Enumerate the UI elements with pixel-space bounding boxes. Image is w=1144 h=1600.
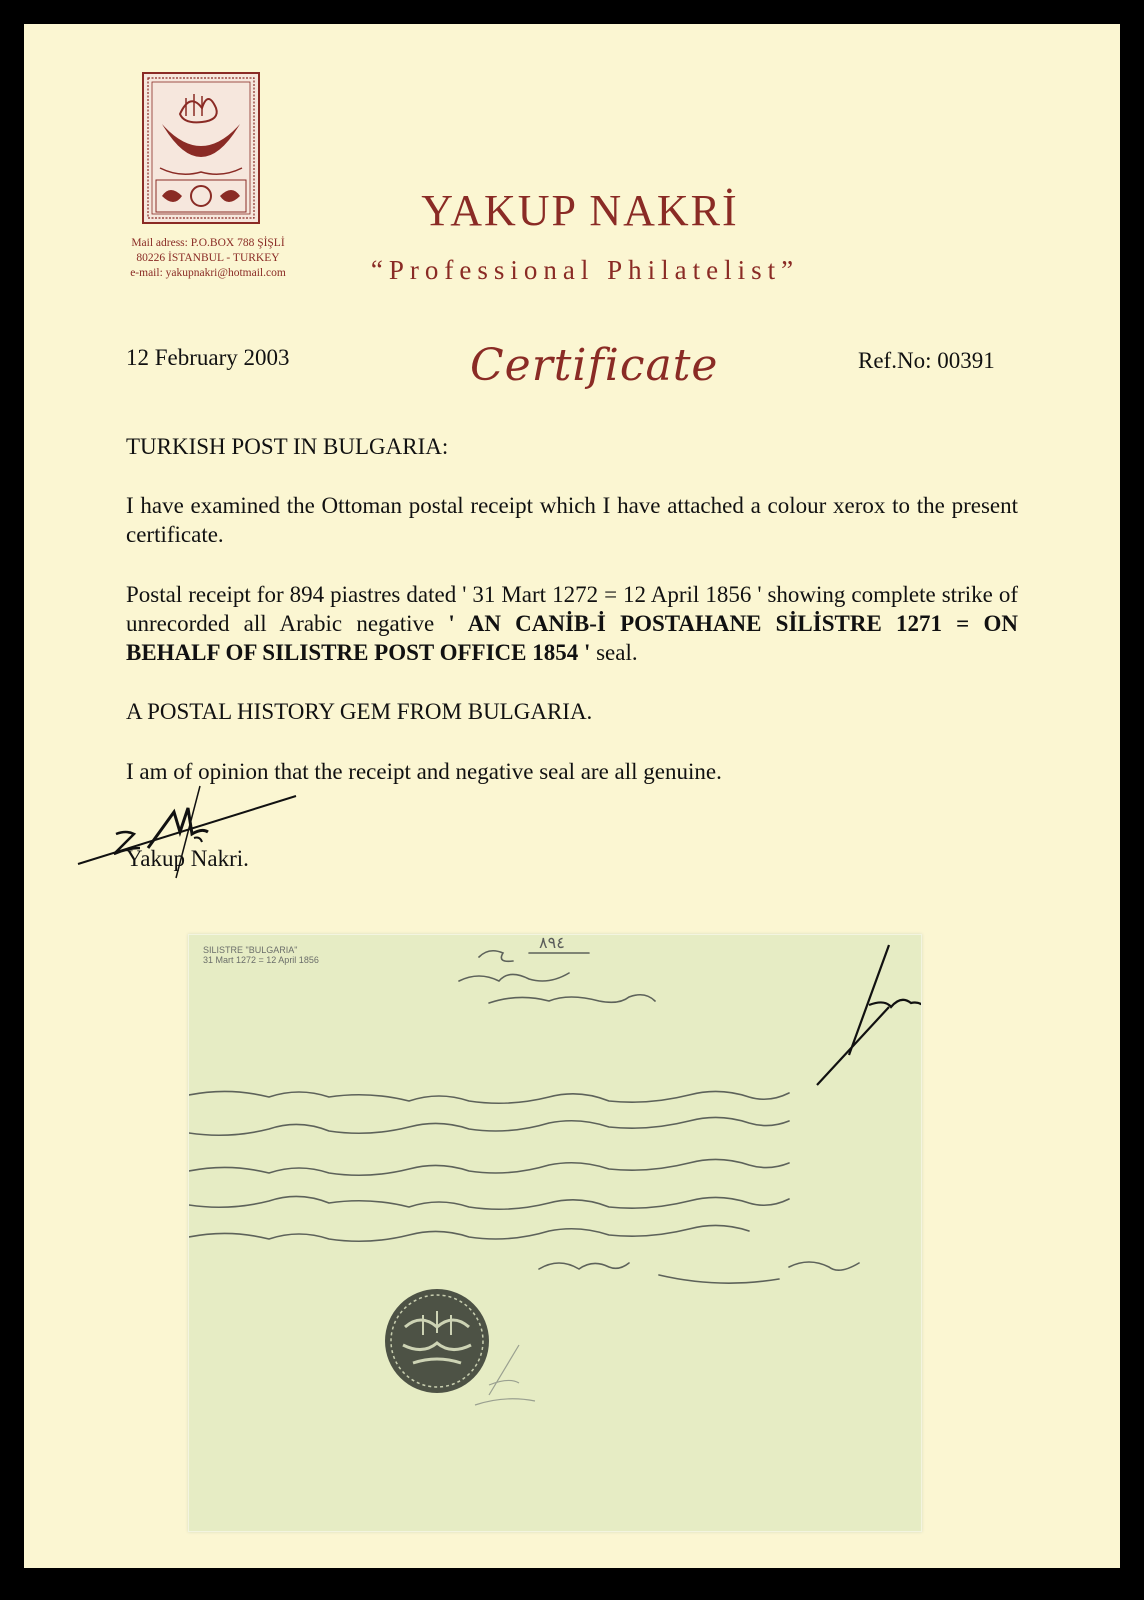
certificate-title: Certificate [470, 340, 719, 391]
certificate-date: 12 February 2003 [126, 345, 290, 370]
mail-line: Mail adress: P.O.BOX 788 ŞİŞLİ [131, 237, 285, 249]
email-line: e-mail: yakupnakri@hotmail.com [130, 267, 286, 279]
receipt-text-end: seal. [590, 640, 638, 665]
mail-address [100, 236, 316, 281]
receipt-text: Postal receipt for 894 piastres dated ' 31 Mart 1272 = 12 April 1856 ' showing complete strike of unrecorded all Arabic negative [126, 582, 1018, 636]
paragraph-receipt [126, 580, 1018, 667]
seal-description: ' AN CANİB-İ POSTAHANE SİLİSTRE 1271 = ON BEHALF OF SILISTRE POST OFFICE 1854 ' [126, 611, 1018, 665]
arabic-script-handwriting [189, 935, 921, 1531]
signatory-name: Yakup Nakri. [126, 846, 249, 871]
company-name: YAKUP NAKRİ [421, 186, 739, 235]
paragraph-examined: I have examined the Ottoman postal receipt which I have attached a colour xerox to the present certificate. [126, 493, 1018, 547]
paragraph-opinion: I am of opinion that the receipt and negative seal are all genuine. [126, 759, 722, 784]
receipt-label-line: 31 Mart 1272 = 12 April 1856 [203, 955, 319, 965]
mail-line: 80226 İSTANBUL - TURKEY [136, 252, 280, 264]
reference-number: Ref.No: 00391 [858, 348, 995, 373]
tagline: “Professional Philatelist” [370, 255, 800, 285]
negative-seal [383, 1287, 491, 1395]
receipt-amount: ٨٩٤ [539, 935, 565, 952]
receipt-label-line: SILISTRE "BULGARIA" [203, 945, 298, 955]
heading: TURKISH POST IN BULGARIA: [126, 434, 449, 459]
signature [76, 778, 316, 888]
receipt-xerox [188, 934, 922, 1532]
ottoman-stamp-logo [142, 72, 260, 224]
paragraph-gem: A POSTAL HISTORY GEM FROM BULGARIA. [126, 699, 593, 724]
